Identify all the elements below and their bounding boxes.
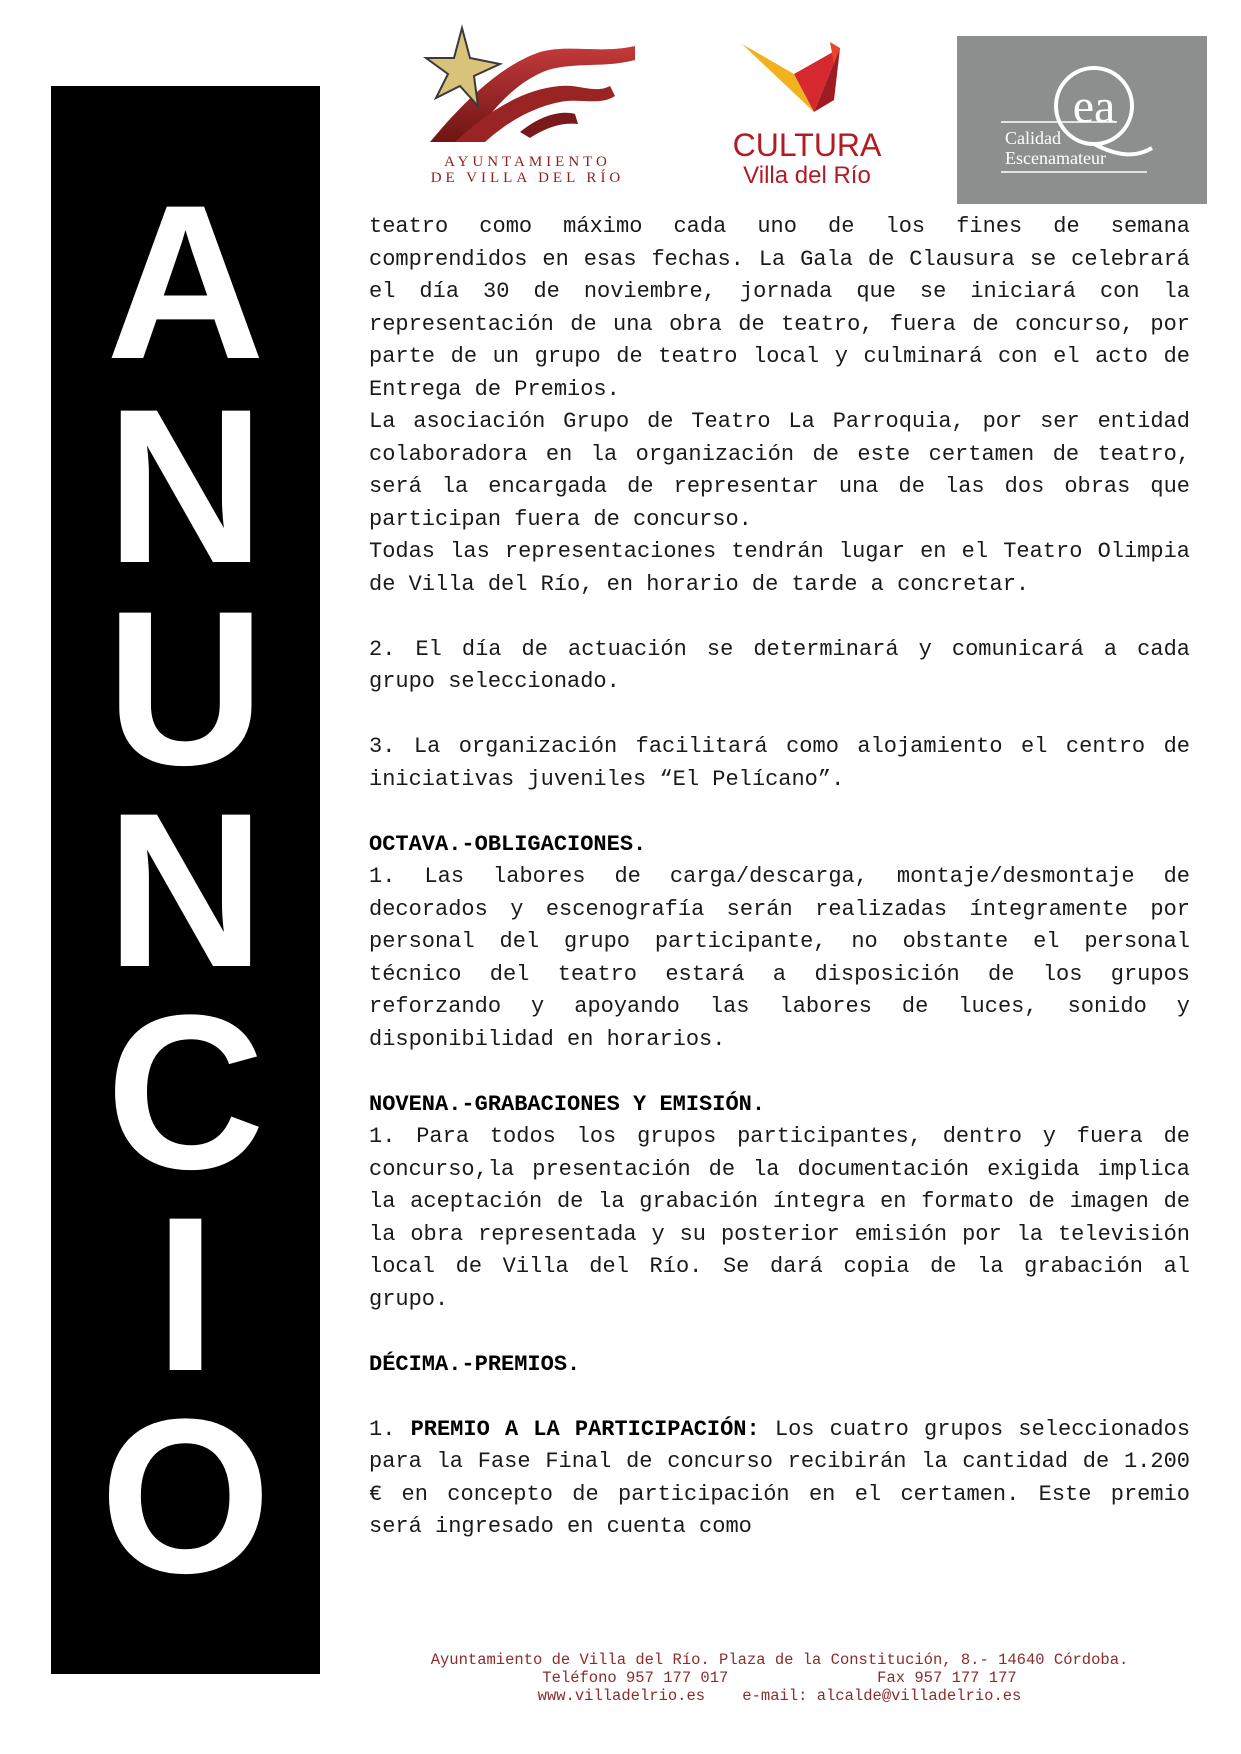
section-heading-novena: NOVENA.-GRABACIONES Y EMISIÓN.: [369, 1091, 766, 1117]
ayuntamiento-name-line2: DE VILLA DEL RÍO: [430, 170, 625, 186]
paragraph: teatro como máximo cada uno de los fines de semana comprendidos en esas fechas. La Gala de Clausura se celebrará el día 30 de noviembre, jornada que se iniciará con la representación de una obra de teatro, fuera de concurso, por parte de un grupo de teatro local y culminará con el acto de Entrega de Premios.: [369, 214, 1190, 402]
anuncio-banner: [51, 86, 320, 1674]
paragraph: 3. La organización facilitará como alojamiento el centro de iniciativas juveniles “El Pelícano”.: [369, 734, 1190, 792]
ayuntamiento-logo: [410, 24, 645, 189]
banner-letter: I: [154, 1171, 217, 1417]
ayuntamiento-name-line1: AYUNTAMIENTO: [444, 154, 611, 170]
banner-letter: A: [106, 159, 265, 405]
section-heading-octava: OCTAVA.-OBLIGACIONES.: [369, 831, 647, 857]
calidad-escenamateur-logo: [957, 36, 1207, 204]
calidad-line2: Escenamateur: [1005, 148, 1106, 168]
paragraph-text: Los cuatro grupos seleccionados para la Fase Final de concurso recibirán la cantidad de 1.200 € en concepto de participación en el certamen. Este premio será ingresado en cuenta como: [369, 1416, 1191, 1539]
footer-email-link[interactable]: e-mail: alcalde@villadelrio.es: [742, 1687, 1022, 1705]
banner-letter: U: [106, 565, 265, 811]
paragraph: La asociación Grupo de Teatro La Parroquia, por ser entidad colaboradora en la organización de este certamen de teatro, será la encargada de representar una de las dos obras que participan fuera de concurso.: [369, 409, 1190, 532]
banner-letter: N: [106, 363, 265, 609]
footer: [369, 1651, 1190, 1705]
footer-fax: Fax 957 177 177: [877, 1669, 1017, 1687]
footer-web-row: [369, 1687, 1190, 1705]
paragraph: 1. Para todos los grupos participantes, dentro y fuera de concurso,la presentación de la documentación exigida implica la aceptación de la grabación íntegra en formato de imagen de la obra representada y su posterior emisión por la televisión local de Villa del Río. Se dará copia de la grabación al grupo.: [369, 1124, 1190, 1312]
paragraph: Todas las representaciones tendrán lugar en el Teatro Olimpia de Villa del Río, en horario de tarde a concretar.: [369, 539, 1190, 597]
section-heading-decima: DÉCIMA.-PREMIOS.: [369, 1351, 581, 1377]
footer-website-link[interactable]: www.villadelrio.es: [537, 1687, 706, 1705]
footer-address: Ayuntamiento de Villa del Río. Plaza de la Constitución, 8.- 14640 Córdoba.: [430, 1651, 1129, 1669]
paragraph-premio-participacion: [369, 1414, 1190, 1544]
cultura-title: CULTURA: [732, 127, 882, 163]
cultura-subtitle: Villa del Río: [743, 162, 871, 189]
cultura-bird-icon: [722, 40, 892, 120]
paragraph-number: 1.: [369, 1416, 411, 1442]
cultura-logo: [722, 40, 892, 195]
ayuntamiento-emblem-icon: [410, 24, 645, 154]
banner-letter: O: [99, 1373, 272, 1619]
svg-text:ea: ea: [1072, 80, 1116, 133]
banner-letter: C: [106, 969, 265, 1215]
calidad-ea-icon: [957, 36, 1207, 204]
footer-contact-row: [369, 1669, 1190, 1687]
document-body: [369, 211, 1190, 1544]
footer-phone: Teléfono 957 177 017: [542, 1669, 729, 1687]
premio-title: PREMIO A LA PARTICIPACIÓN:: [410, 1416, 760, 1442]
calidad-line1: Calidad: [1005, 128, 1061, 148]
paragraph: 2. El día de actuación se determinará y comunicará a cada grupo seleccionado.: [369, 636, 1190, 694]
banner-letter: N: [106, 767, 265, 1013]
paragraph: 1. Las labores de carga/descarga, montaje/desmontaje de decorados y escenografía serán realizadas íntegramente por personal del grupo participante, no obstante el personal técnico del teatro estará a disposición de los grupos reforzando y apoyando las labores de luces, sonido y disponibilidad en horarios.: [369, 864, 1190, 1052]
